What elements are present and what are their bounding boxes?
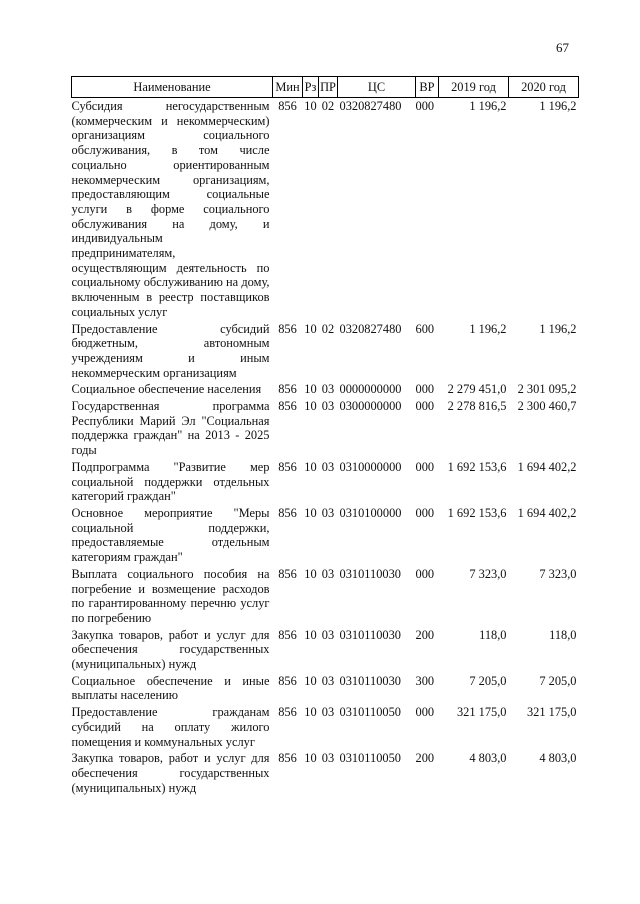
cell-min: 856 xyxy=(278,382,297,397)
cell-rz: 10 xyxy=(304,399,317,414)
cell-vr: 000 xyxy=(415,382,435,397)
cell-cs: 0310110050 xyxy=(339,751,401,766)
cell-2019: 321 175,0 xyxy=(456,705,507,720)
cell-pr: 03 xyxy=(321,566,335,581)
cell-name: Основное мероприятие "Меры социальной поддержки, предоставляемые отдельным категориям граждан" xyxy=(71,505,270,565)
cell-vr: 000 xyxy=(415,399,435,414)
cell-min: 856 xyxy=(278,321,297,336)
table-row xyxy=(72,381,579,398)
cell-cs: 0310110030 xyxy=(339,627,401,642)
cell-name: Предоставление гражданам субсидий на оплату жилого помещения и коммунальных услуг xyxy=(71,705,270,749)
cell-pr: 02 xyxy=(321,99,335,113)
table-row xyxy=(72,704,579,750)
cell-name: Социальное обеспечение и иные выплаты населению xyxy=(71,673,270,703)
cell-min: 856 xyxy=(278,99,297,113)
table-row xyxy=(72,673,579,704)
cell-pr: 02 xyxy=(321,321,335,336)
cell-name: Закупка товаров, работ и услуг для обеспечения государственных (муниципальных) нужд xyxy=(71,627,270,672)
cell-2020: 1 196,2 xyxy=(539,321,577,336)
table-row xyxy=(72,459,579,505)
cell-cs: 0300000000 xyxy=(339,399,402,414)
cell-name: Предоставление субсидий бюджетным, автономным учреждениям и иным некоммерческим организациям xyxy=(71,321,270,380)
cell-2019: 7 323,0 xyxy=(469,566,507,581)
cell-2019: 1 692 153,6 xyxy=(447,459,507,474)
cell-cs: 0310110030 xyxy=(339,566,401,581)
cell-2019: 118,0 xyxy=(479,627,507,642)
cell-rz: 10 xyxy=(304,566,317,581)
cell-pr: 03 xyxy=(321,705,335,720)
table-header-row xyxy=(72,77,579,98)
cell-2020: 7 323,0 xyxy=(539,566,577,581)
cell-rz: 10 xyxy=(304,382,317,397)
cell-min: 856 xyxy=(278,459,297,474)
cell-pr: 03 xyxy=(321,459,335,474)
table-body xyxy=(72,98,579,797)
page-number: 67 xyxy=(556,40,569,55)
cell-pr: 03 xyxy=(321,399,335,414)
table-row xyxy=(72,505,579,566)
cell-pr: 03 xyxy=(321,751,335,766)
budget-table xyxy=(71,76,579,796)
cell-cs: 0000000000 xyxy=(339,382,402,397)
cell-pr: 03 xyxy=(321,505,335,520)
table-row xyxy=(72,98,579,321)
header-rz: Рз xyxy=(303,77,319,98)
cell-vr: 000 xyxy=(415,505,435,520)
table-row xyxy=(72,398,579,459)
cell-vr: 600 xyxy=(415,321,435,336)
cell-name: Социальное обеспечение населения xyxy=(71,382,262,397)
cell-2020: 7 205,0 xyxy=(539,673,577,688)
cell-min: 856 xyxy=(278,705,297,720)
cell-name: Подпрограмма "Развитие мер социальной поддержки отдельных категорий граждан" xyxy=(71,459,270,504)
cell-cs: 0310110050 xyxy=(339,705,401,720)
cell-rz: 10 xyxy=(304,99,317,113)
cell-vr: 000 xyxy=(415,459,435,474)
table-row xyxy=(72,321,579,382)
cell-cs: 0310100000 xyxy=(339,505,402,520)
cell-2019: 1 196,2 xyxy=(469,321,507,336)
cell-min: 856 xyxy=(278,399,297,414)
cell-pr: 03 xyxy=(321,382,335,397)
cell-rz: 10 xyxy=(304,321,317,336)
cell-min: 856 xyxy=(278,566,297,581)
cell-2019: 2 279 451,0 xyxy=(447,382,507,397)
cell-vr: 200 xyxy=(415,751,435,766)
cell-name: Закупка товаров, работ и услуг для обеспечения государственных (муниципальных) нужд xyxy=(71,751,270,795)
header-name: Наименование xyxy=(72,77,273,98)
cell-2020: 1 196,2 xyxy=(539,99,577,113)
cell-2020: 1 694 402,2 xyxy=(517,459,577,474)
cell-min: 856 xyxy=(278,505,297,520)
cell-2020: 4 803,0 xyxy=(539,751,577,766)
cell-2020: 2 301 095,2 xyxy=(517,382,577,397)
cell-name: Субсидия негосударственным (коммерческим и некоммерческим) организациям социального обслуживания, в том числе социально ориентированным некоммерческим организациям, предоставляющим социальные услуги в форме социального обслуживания на дому, и индивидуальным предпринимателям, осуществляющим деятельность по социальному обслуживанию на дому, включенным в реестр поставщиков социальных услуг xyxy=(71,99,270,319)
table-row xyxy=(72,566,579,627)
header-2019: 2019 год xyxy=(439,77,509,98)
cell-vr: 000 xyxy=(415,705,435,720)
cell-pr: 03 xyxy=(321,673,335,688)
cell-cs: 0320827480 xyxy=(339,99,402,113)
cell-vr: 300 xyxy=(415,673,435,688)
cell-2020: 1 694 402,2 xyxy=(517,505,577,520)
table-row xyxy=(72,750,579,796)
cell-rz: 10 xyxy=(304,627,317,642)
cell-2019: 1 692 153,6 xyxy=(447,505,507,520)
cell-pr: 03 xyxy=(321,627,335,642)
cell-rz: 10 xyxy=(304,505,317,520)
cell-2019: 2 278 816,5 xyxy=(447,399,507,414)
cell-rz: 10 xyxy=(304,751,317,766)
cell-name: Выплата социального пособия на погребение и возмещение расходов по гарантированному перечню услуг по погребению xyxy=(71,566,270,625)
cell-vr: 000 xyxy=(415,566,435,581)
cell-2020: 321 175,0 xyxy=(526,705,577,720)
cell-vr: 000 xyxy=(415,99,435,113)
cell-2020: 2 300 460,7 xyxy=(517,399,577,414)
cell-rz: 10 xyxy=(304,705,317,720)
cell-2019: 7 205,0 xyxy=(469,673,507,688)
cell-min: 856 xyxy=(278,673,297,688)
cell-cs: 0320827480 xyxy=(339,321,402,336)
cell-name: Государственная программа Республики Марий Эл "Социальная поддержка граждан" на 2013 - 2025 годы xyxy=(71,399,270,458)
cell-cs: 0310110030 xyxy=(339,673,401,688)
cell-2019: 1 196,2 xyxy=(469,99,507,113)
cell-cs: 0310000000 xyxy=(339,459,402,474)
cell-rz: 10 xyxy=(304,459,317,474)
header-pr: ПР xyxy=(319,77,338,98)
cell-rz: 10 xyxy=(304,673,317,688)
cell-min: 856 xyxy=(278,627,297,642)
cell-vr: 200 xyxy=(415,627,435,642)
header-2020: 2020 год xyxy=(509,77,579,98)
table-row xyxy=(72,627,579,673)
header-cs: ЦС xyxy=(338,77,416,98)
header-vr: ВР xyxy=(416,77,439,98)
cell-2019: 4 803,0 xyxy=(469,751,507,766)
cell-min: 856 xyxy=(278,751,297,766)
cell-2020: 118,0 xyxy=(549,627,577,642)
header-min: Мин xyxy=(273,77,303,98)
